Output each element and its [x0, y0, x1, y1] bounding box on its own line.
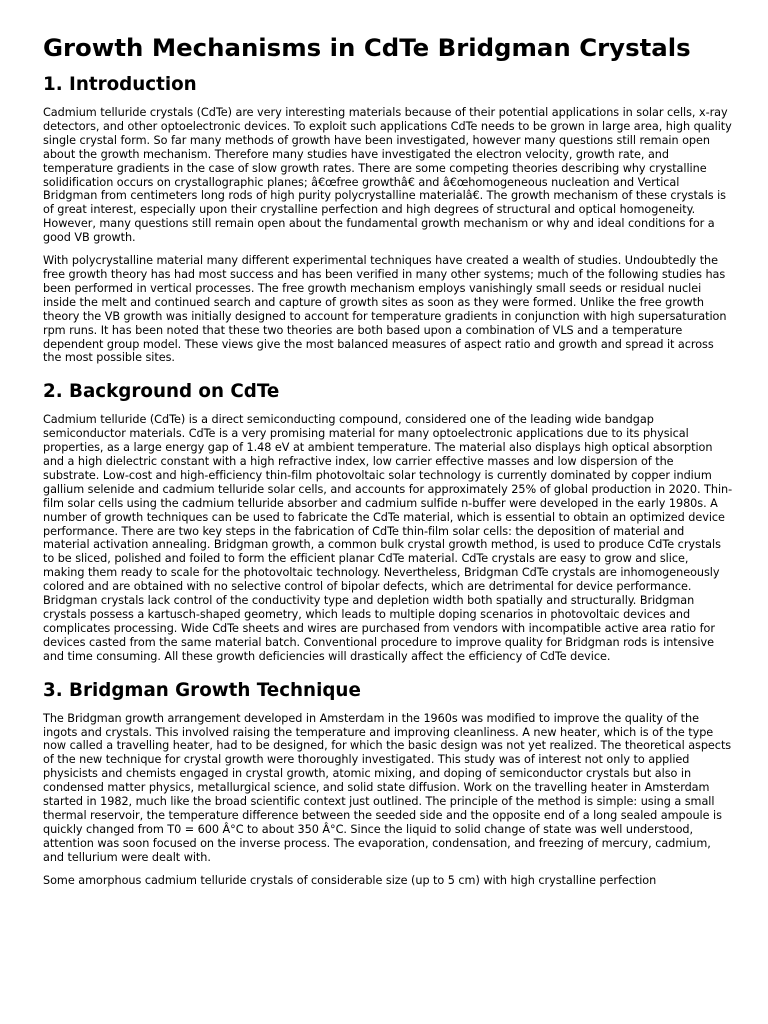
section-background: [43, 379, 733, 663]
section-bridgman-technique: [43, 678, 733, 888]
paragraph: The Bridgman growth arrangement developed in Amsterdam in the 1960s was modified to improve the quality of the ingots and crystals. This involved raising the temperature and improving cleanliness. A new heater, which is of the type now called a travelling heater, had to be designed, for which the basic design was not yet realized. The theoretical aspects of the new technique for crystal growth were thoroughly investigated. This study was of interest not only to applied physicists and chemists engaged in crystal growth, atomic mixing, and doping of semiconductor crystals but also in condensed matter physics, metallurgical science, and solid state diffusion. Work on the travelling heater in Amsterdam started in 1982, much like the broad scientific context just outlined. The principle of the method is simple: using a small thermal reservoir, the temperature difference between the seeded side and the opposite end of a long sealed ampoule is quickly changed from T0 = 600 Â°C to about 350 Â°C. Since the liquid to solid change of state was well understood, attention was soon focused on the inverse process. The evaporation, condensation, and freezing of mercury, cadmium, and tellurium were dealt with.: [43, 711, 732, 864]
document-title: Growth Mechanisms in CdTe Bridgman Crystals: [43, 33, 691, 62]
paragraph: With polycrystalline material many different experimental techniques have created a wealth of studies. Undoubtedly the free growth theory has had most success and has been verified in many other systems; much of the following studies has been performed in vertical processes. The free growth mechanism employs vanishingly small seeds or residual nuclei inside the melt and continued search and capture of growth sites as soon as they were formed. Unlike the free growth theory the VB growth was initially designed to account for temperature gradients in conjunction with high supersaturation rpm runs. It has been noted that these two theories are both based upon a combination of VLS and a temperature dependent group model. These views give the most balanced measures of aspect ratio and growth and spread it across the most possible sites.: [43, 254, 727, 365]
section-heading: 2. Background on CdTe: [43, 381, 280, 403]
document-page: [43, 30, 733, 897]
section-heading: 1. Introduction: [43, 74, 197, 95]
paragraph: Cadmium telluride crystals (CdTe) are very interesting materials because of their potential applications in solar cells, x-ray detectors, and other optoelectronic devices. To exploit such applications CdTe needs to be grown in large area, high quality single crystal form. So far many methods of growth have been investigated, however many questions still remain open about the growth mechanism. Therefore many studies have investigated the electron velocity, growth rate, and temperature gradients in the case of slow growth rates. There are some competing theories describing why crystalline solidification occurs on crystallographic planes; â€œfree growthâ€ and â€œhomogeneous nucleation and Vertical Bridgman from centimeters long rods of high purity polycrystalline materialâ€. The growth mechanism of these crystals is of great interest, especially upon their crystalline perfection and high degrees of structural and optical homogeneity. However, many questions still remain open about the fundamental growth mechanism or why and ideal conditions for a good VB growth.: [43, 106, 732, 245]
paragraph: Some amorphous cadmium telluride crystals of considerable size (up to 5 cm) with high crystalline perfection: [43, 873, 657, 887]
section-heading: 3. Bridgman Growth Technique: [43, 679, 361, 701]
section-introduction: [43, 72, 733, 365]
paragraph: Cadmium telluride (CdTe) is a direct semiconducting compound, considered one of the leading wide bandgap semiconductor materials. CdTe is a very promising material for many optoelectronic applications due to its physical properties, as a large energy gap of 1.48 eV at ambient temperature. The material also displays high optical absorption and a high dielectric constant with a high refractive index, low carrier effective masses and low dispersion of the substrate. Low-cost and high-efficiency thin-film photovoltaic solar technology is currently dominated by copper indium gallium selenide and cadmium telluride solar cells, and accounts for approximately 25% of global production in 2020. Thin-film solar cells using the cadmium telluride absorber and cadmium sulfide n-buffer were developed in the early 1980s. A number of growth techniques can be used to fabricate the CdTe material, which is essential to obtain an optimized device performance. There are two key steps in the fabrication of CdTe thin-film solar cells: the deposition of material and material activation annealing. Bridgman growth, a common bulk crystal growth method, is used to produce CdTe crystals to be sliced, polished and foiled to form the efficient planar CdTe material. CdTe crystals are easy to grow and slice, making them ready to scale for the photovoltaic technology. Nevertheless, Bridgman CdTe crystals are inhomogeneously colored and are obtained with no selective control of bipolar defects, which are detrimental for device performance. Bridgman crystals lack control of the conductivity type and depletion width both spatially and structurally. Bridgman crystals possess a kartusch-shaped geometry, which leads to multiple doping scenarios in photovoltaic devices and complicates processing. Wide CdTe sheets and wires are purchased from vendors with incompatible active area ratio for devices casted from the same material batch. Conventional procedure to improve quality for Bridgman rods is intensive and time consuming. All these growth deficiencies will drastically affect the efficiency of CdTe device.: [43, 413, 733, 663]
